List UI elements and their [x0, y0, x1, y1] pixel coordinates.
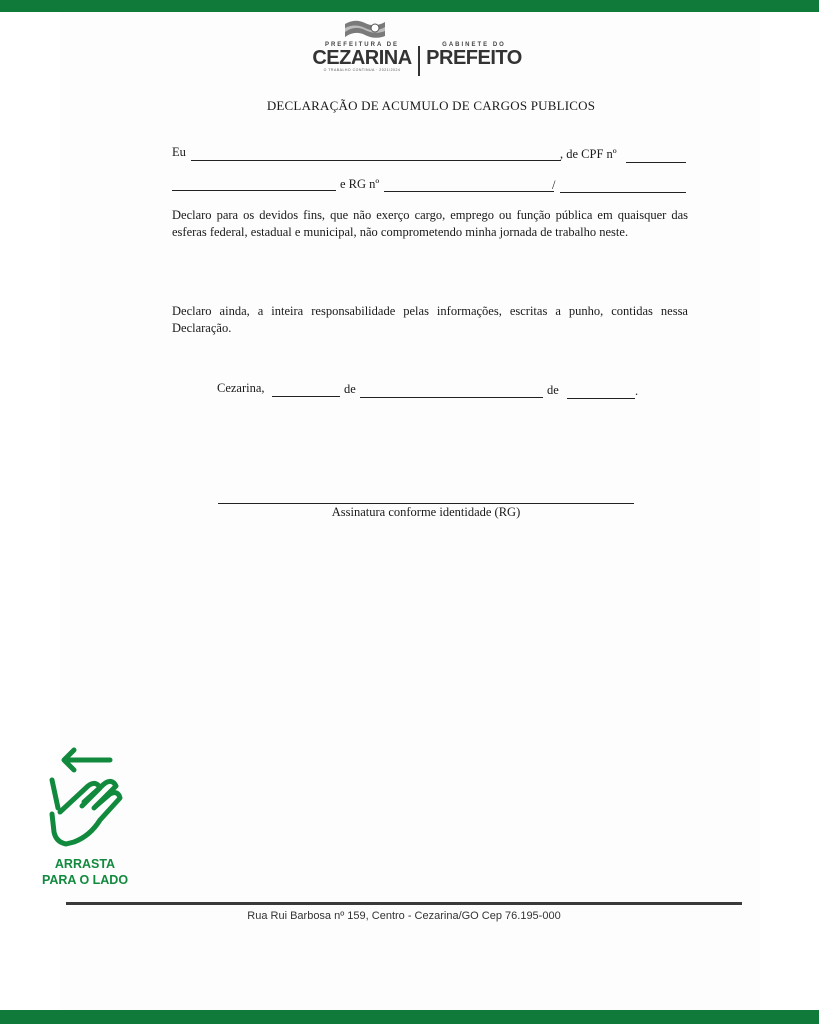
rg-blank: [384, 191, 554, 192]
swipe-hand-icon: [30, 744, 140, 854]
footer-address: Rua Rui Barbosa nº 159, Centro - Cezarina/GO Cep 76.195-000: [247, 910, 561, 922]
bottom-green-bar: [0, 1010, 819, 1024]
logo-tagline: O TRABALHO CONTINUA · 2021/2024: [323, 68, 401, 72]
document-title: DECLARAÇÃO DE ACUMULO DE CARGOS PUBLICOS: [266, 98, 596, 113]
rg-label: e RG nº: [340, 177, 380, 191]
date-end: .: [635, 384, 639, 398]
declaration-paragraph-1: Declaro para os devidos fins, que não exerço cargo, emprego ou função pública em quaisquer das esferas federal, estadual e municipal, não comprometendo minha jornada de trabalho neste.: [172, 208, 688, 239]
signature-caption: Assinatura conforme identidade (RG): [331, 505, 521, 519]
logo-gabinete: [424, 42, 524, 68]
logo-org-name: CEZARINA: [312, 47, 412, 69]
logo-office-name: PREFEITO: [426, 47, 522, 69]
flag-icon: [343, 18, 387, 42]
swipe-hint: [30, 744, 140, 894]
logo-office-top: GABINETE DO: [442, 42, 506, 48]
rg-slash: /: [552, 178, 556, 192]
footer-rule: [66, 902, 742, 905]
swipe-label-line-2: PARA O LADO: [41, 873, 129, 887]
date-de-1: de: [344, 382, 356, 396]
swipe-label: [30, 856, 140, 888]
cpf-blank: [626, 162, 686, 163]
logo-prefeitura: [310, 42, 414, 73]
month-blank: [360, 397, 543, 398]
top-green-bar: [0, 0, 819, 12]
date-de-2: de: [547, 383, 559, 397]
nationality-blank: [172, 190, 336, 191]
day-blank: [272, 396, 340, 397]
name-blank: [191, 160, 561, 161]
year-blank: [567, 398, 635, 399]
date-city: Cezarina,: [217, 381, 265, 395]
swipe-label-line-1: ARRASTA: [54, 857, 116, 871]
signature-line: [218, 503, 634, 504]
cpf-label: , de CPF nº: [560, 147, 617, 161]
name-prefix: Eu: [172, 145, 186, 159]
rg-issuer-blank: [560, 192, 686, 193]
logo-org-top: PREFEITURA DE: [324, 42, 400, 48]
header-logo: [0, 16, 819, 76]
declaration-paragraph-2: Declaro ainda, a inteira responsabilidade pelas informações, escritas a punho, contidas nessa Declaração.: [172, 304, 688, 335]
logo-divider: [418, 46, 420, 76]
